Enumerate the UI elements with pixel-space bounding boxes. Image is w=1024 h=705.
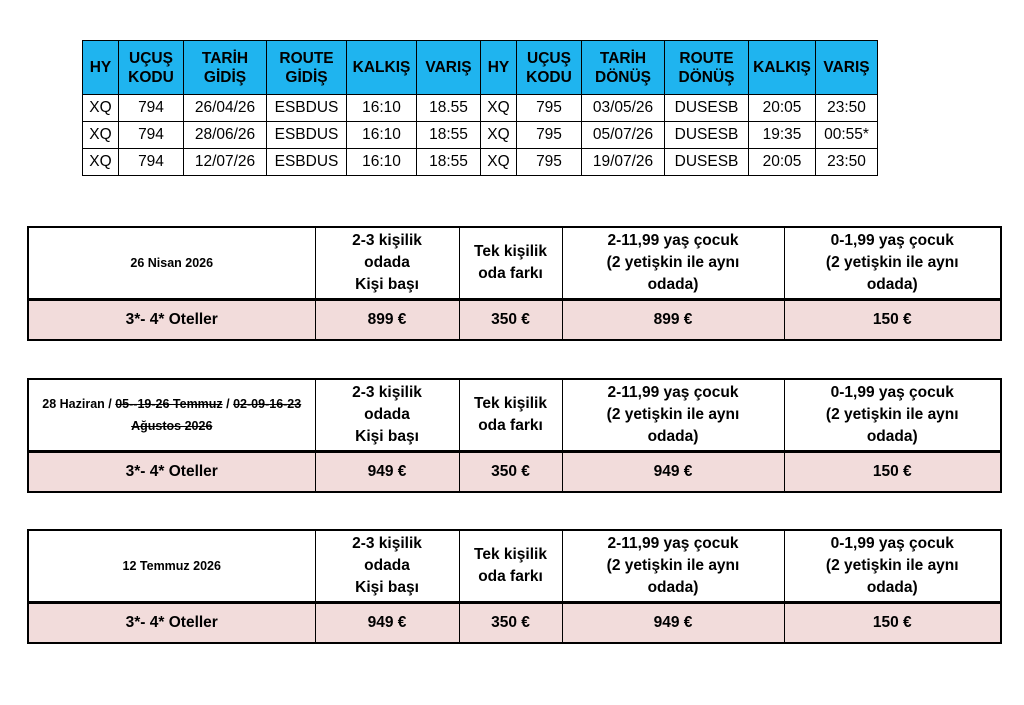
table-cell: ESBDUS [267, 95, 347, 122]
price-infant: 150 € [784, 452, 1001, 493]
price-table-july [27, 529, 1002, 644]
col-header-infant: 0-1,99 yaş çocuk (2 yetişkin ile aynı odada) [784, 227, 1001, 300]
table-cell: 20:05 [749, 95, 816, 122]
col-header-return-flight-code: UÇUŞ KODU [517, 41, 582, 95]
col-header-return-arrival-time: VARIŞ [816, 41, 878, 95]
price-header-row [28, 379, 1001, 452]
table-cell: 18:55 [417, 149, 481, 176]
table-cell: 23:50 [816, 149, 878, 176]
package-date-active: 28 Haziran / [42, 397, 116, 411]
col-header-infant: 0-1,99 yaş çocuk (2 yetişkin ile aynı odada) [784, 379, 1001, 452]
price-row [28, 603, 1001, 644]
package-date-cancelled: 02-09-16-23 Ağustos 2026 [131, 397, 302, 433]
table-cell: 18:55 [417, 122, 481, 149]
table-cell: 26/04/26 [184, 95, 267, 122]
table-cell: ESBDUS [267, 122, 347, 149]
price-infant: 150 € [784, 603, 1001, 644]
price-double: 949 € [315, 452, 459, 493]
table-cell: XQ [481, 149, 517, 176]
hotel-category: 3*- 4* Oteller [28, 300, 315, 341]
price-child: 949 € [562, 452, 784, 493]
col-header-double-room: 2-3 kişilik odada Kişi başı [315, 379, 459, 452]
col-header-single-supplement: Tek kişilik oda farkı [459, 227, 562, 300]
col-header-double-room: 2-3 kişilik odada Kişi başı [315, 227, 459, 300]
table-cell: DUSESB [665, 149, 749, 176]
price-infant: 150 € [784, 300, 1001, 341]
hotel-category: 3*- 4* Oteller [28, 452, 315, 493]
col-header-child: 2-11,99 yaş çocuk (2 yetişkin ile aynı odada) [562, 530, 784, 603]
price-header-row [28, 530, 1001, 603]
table-cell: 16:10 [347, 149, 417, 176]
col-header-infant: 0-1,99 yaş çocuk (2 yetişkin ile aynı odada) [784, 530, 1001, 603]
price-row [28, 452, 1001, 493]
package-date [28, 379, 315, 452]
table-cell: 794 [119, 149, 184, 176]
price-child: 899 € [562, 300, 784, 341]
col-header-departure-time: KALKIŞ [347, 41, 417, 95]
table-cell: DUSESB [665, 95, 749, 122]
table-cell: DUSESB [665, 122, 749, 149]
table-row [83, 149, 878, 176]
table-cell: 16:10 [347, 95, 417, 122]
price-header-row [28, 227, 1001, 300]
table-cell: XQ [83, 95, 119, 122]
table-cell: XQ [481, 95, 517, 122]
table-cell: 28/06/26 [184, 122, 267, 149]
table-row [83, 95, 878, 122]
col-header-return-departure-time: KALKIŞ [749, 41, 816, 95]
col-header-child: 2-11,99 yaş çocuk (2 yetişkin ile aynı odada) [562, 227, 784, 300]
table-cell: 794 [119, 95, 184, 122]
price-single: 350 € [459, 603, 562, 644]
flight-header-row [83, 41, 878, 95]
table-cell: 794 [119, 122, 184, 149]
col-header-return-route: ROUTE DÖNÜŞ [665, 41, 749, 95]
price-table-june [27, 378, 1002, 493]
package-date-cancelled: 05--19-26 Temmuz [115, 397, 223, 411]
price-single: 350 € [459, 300, 562, 341]
table-cell: 12/07/26 [184, 149, 267, 176]
col-header-arrival-time: VARIŞ [417, 41, 481, 95]
table-cell: 20:05 [749, 149, 816, 176]
table-cell: 03/05/26 [582, 95, 665, 122]
col-header-departure-route: ROUTE GİDİŞ [267, 41, 347, 95]
table-cell: ESBDUS [267, 149, 347, 176]
table-cell: 16:10 [347, 122, 417, 149]
package-date: 12 Temmuz 2026 [28, 530, 315, 603]
table-cell: 19/07/26 [582, 149, 665, 176]
package-date: 26 Nisan 2026 [28, 227, 315, 300]
table-cell: 795 [517, 122, 582, 149]
price-row [28, 300, 1001, 341]
table-cell: 795 [517, 149, 582, 176]
col-header-child: 2-11,99 yaş çocuk (2 yetişkin ile aynı odada) [562, 379, 784, 452]
flight-schedule-table [82, 40, 878, 176]
table-row [83, 122, 878, 149]
col-header-single-supplement: Tek kişilik oda farkı [459, 530, 562, 603]
col-header-airline: HY [83, 41, 119, 95]
table-cell: 19:35 [749, 122, 816, 149]
price-single: 350 € [459, 452, 562, 493]
table-cell: 795 [517, 95, 582, 122]
table-cell: 05/07/26 [582, 122, 665, 149]
col-header-double-room: 2-3 kişilik odada Kişi başı [315, 530, 459, 603]
price-table-april [27, 226, 1002, 341]
table-cell: 00:55* [816, 122, 878, 149]
table-cell: 23:50 [816, 95, 878, 122]
hotel-category: 3*- 4* Oteller [28, 603, 315, 644]
table-cell: XQ [83, 122, 119, 149]
col-header-return-airline: HY [481, 41, 517, 95]
table-cell: XQ [481, 122, 517, 149]
price-double: 949 € [315, 603, 459, 644]
table-cell: XQ [83, 149, 119, 176]
price-child: 949 € [562, 603, 784, 644]
col-header-return-date: TARİH DÖNÜŞ [582, 41, 665, 95]
table-cell: 18.55 [417, 95, 481, 122]
col-header-flight-code: UÇUŞ KODU [119, 41, 184, 95]
package-date-separator: / [222, 397, 234, 411]
price-double: 899 € [315, 300, 459, 341]
col-header-departure-date: TARİH GİDİŞ [184, 41, 267, 95]
col-header-single-supplement: Tek kişilik oda farkı [459, 379, 562, 452]
